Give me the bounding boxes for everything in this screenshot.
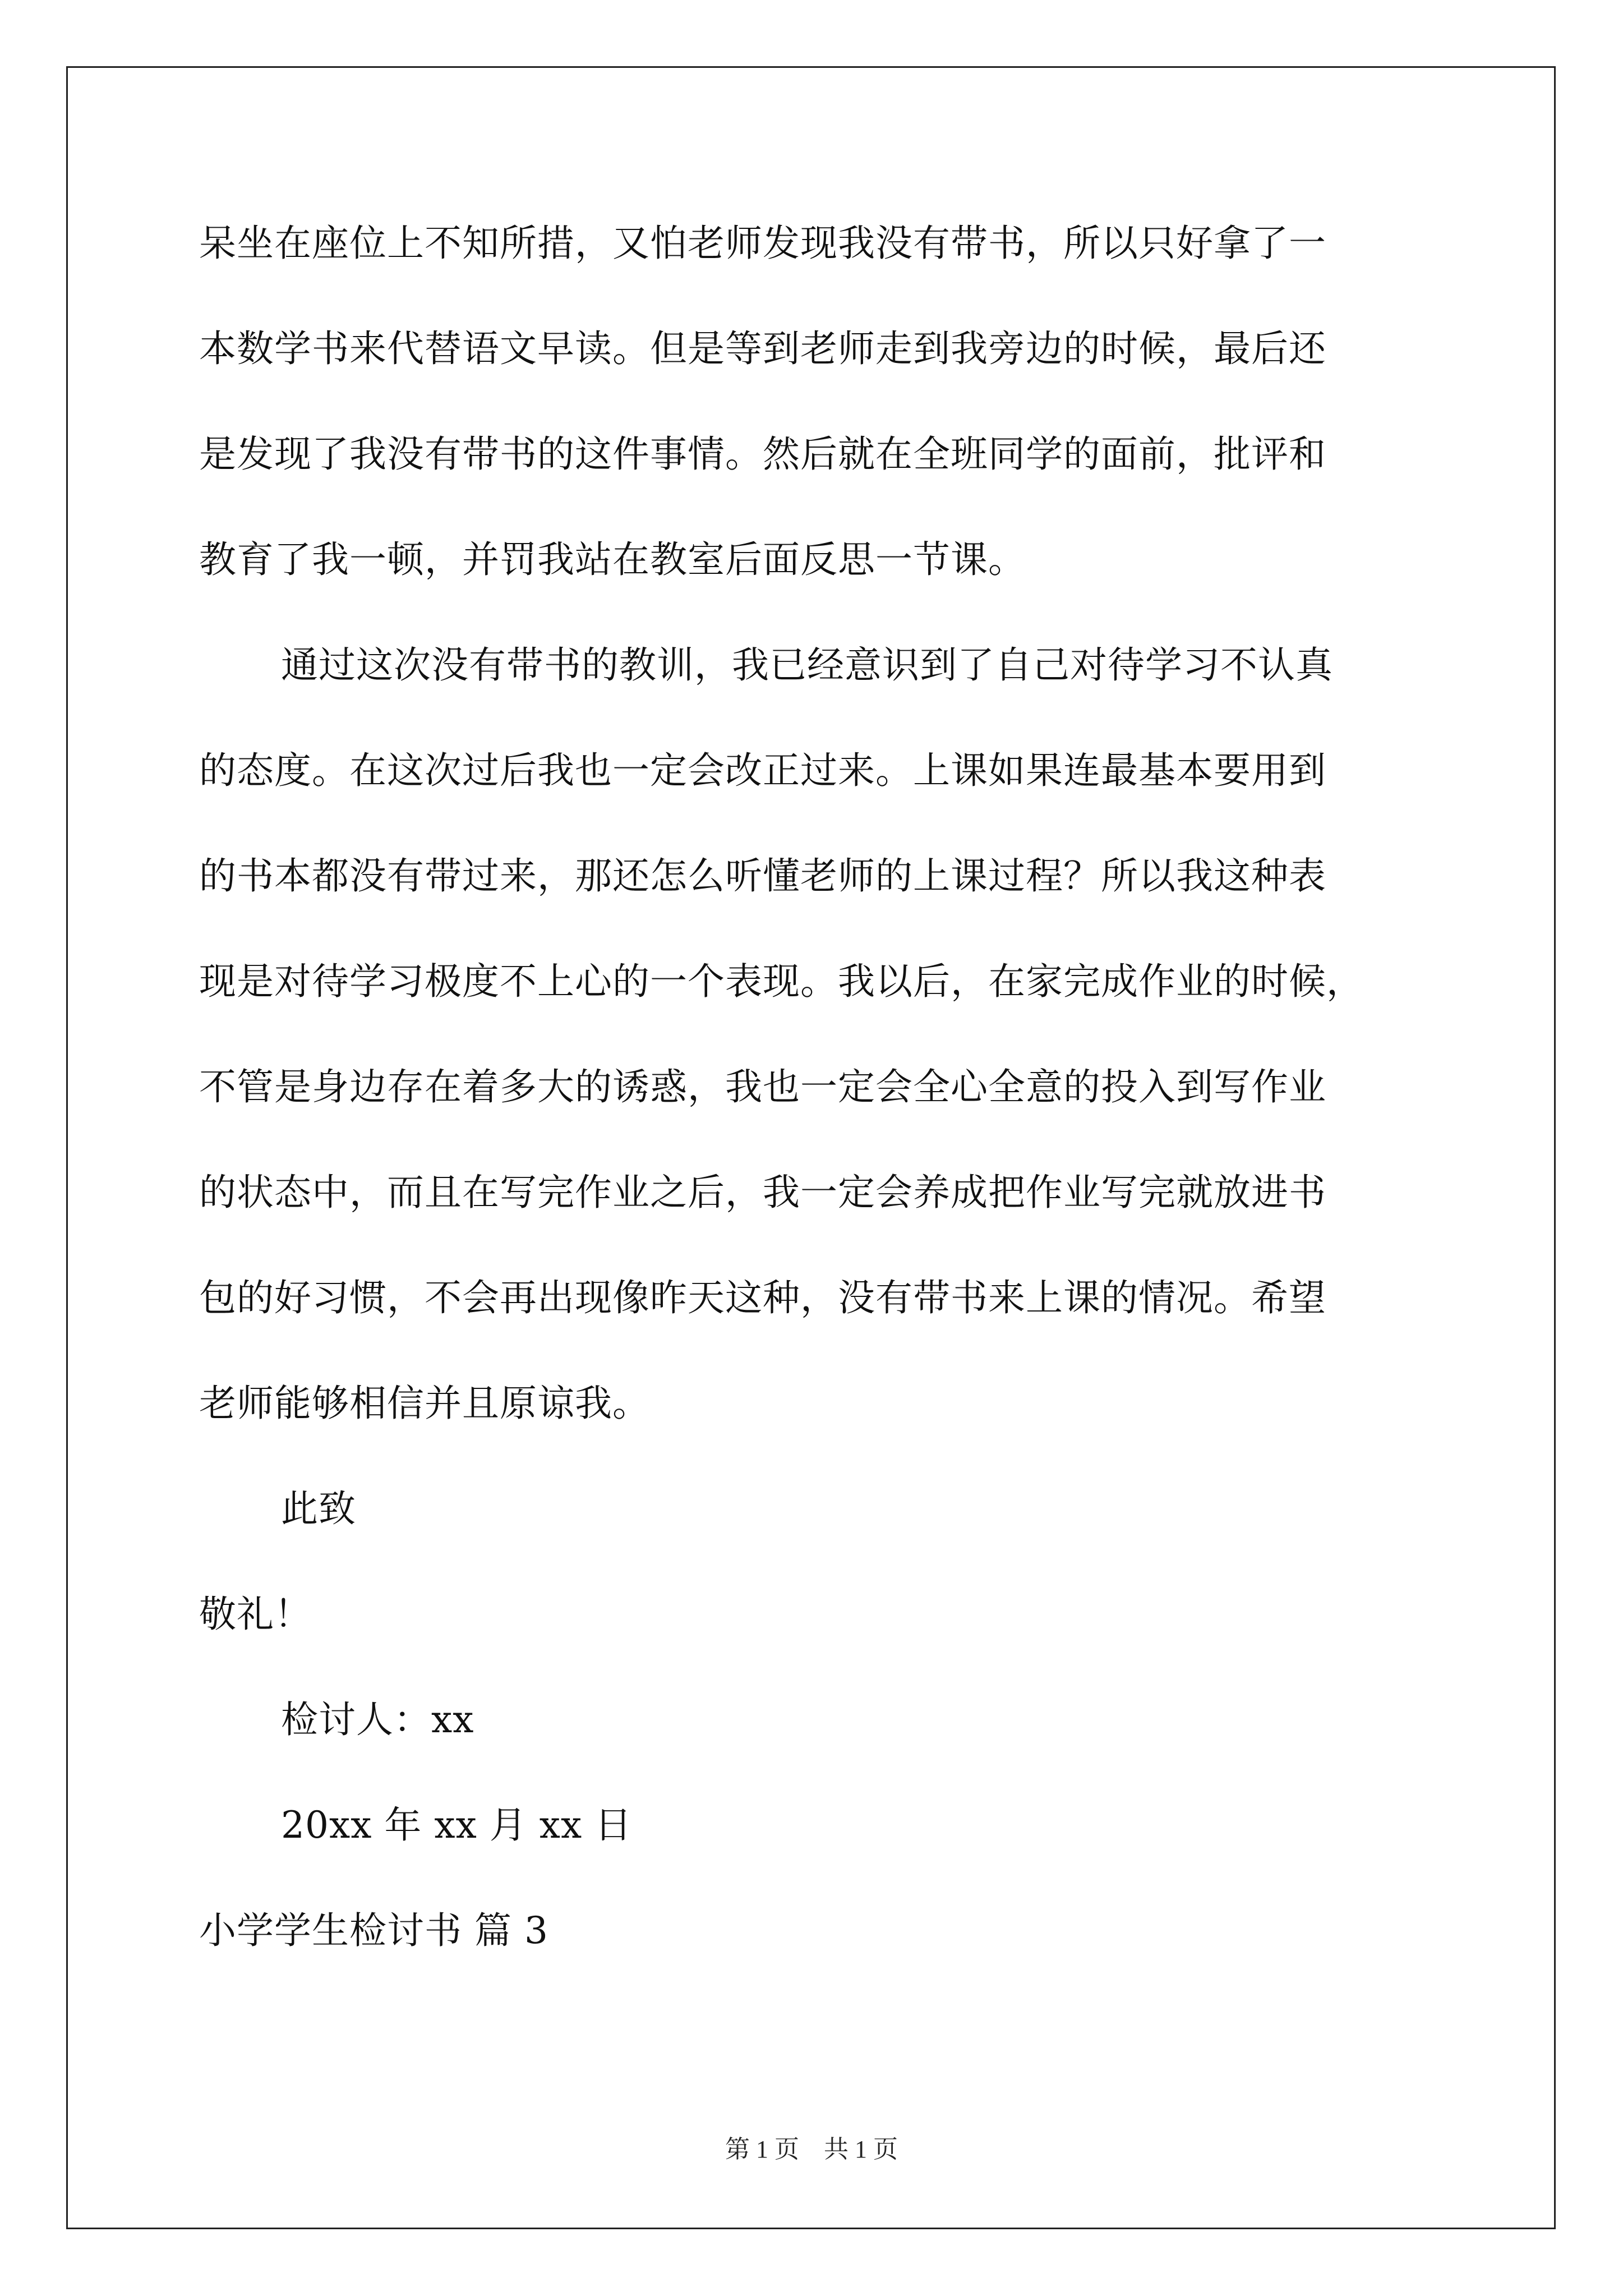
text-line: 教育了我一顿，并罚我站在教室后面反思一节课。 bbox=[199, 538, 1026, 581]
document-body bbox=[199, 191, 1433, 1984]
text-line: 老师能够相信并且原谅我。 bbox=[199, 1382, 650, 1425]
section-heading: 小学学生检讨书 篇 3 bbox=[199, 1909, 548, 1952]
text-line: 的书本都没有带过来，那还怎么听懂老师的上课过程？所以我这种表 bbox=[199, 854, 1326, 898]
text-line: 通过这次没有带书的教训，我已经意识到了自己对待学习不认真 bbox=[281, 643, 1333, 687]
text-line: 包的好习惯，不会再出现像昨天这种，没有带书来上课的情况。希望 bbox=[199, 1276, 1326, 1319]
page-number-footer: 第 1 页 共 1 页 bbox=[725, 2136, 898, 2163]
text-line: 是发现了我没有带书的这件事情。然后就在全班同学的面前，批评和 bbox=[199, 432, 1326, 476]
closing-salutation: 此致 bbox=[281, 1487, 356, 1530]
text-line: 的态度。在这次过后我也一定会改正过来。上课如果连最基本要用到 bbox=[199, 749, 1326, 792]
text-line: 的状态中，而且在写完作业之后，我一定会养成把作业写完就放进书 bbox=[199, 1171, 1326, 1214]
signature-line: 检讨人：xx bbox=[281, 1698, 474, 1741]
text-line: 现是对待学习极度不上心的一个表现。我以后，在家完成作业的时候， bbox=[199, 960, 1364, 1003]
text-line: 不管是身边存在着多大的诱惑，我也一定会全心全意的投入到写作业 bbox=[199, 1065, 1326, 1108]
text-line: 呆坐在座位上不知所措，又怕老师发现我没有带书，所以只好拿了一 bbox=[199, 222, 1326, 265]
closing-regards: 敬礼！ bbox=[199, 1593, 312, 1636]
text-line: 本数学书来代替语文早读。但是等到老师走到我旁边的时候，最后还 bbox=[199, 327, 1326, 370]
date-line: 20xx 年 xx 月 xx 日 bbox=[281, 1803, 633, 1847]
